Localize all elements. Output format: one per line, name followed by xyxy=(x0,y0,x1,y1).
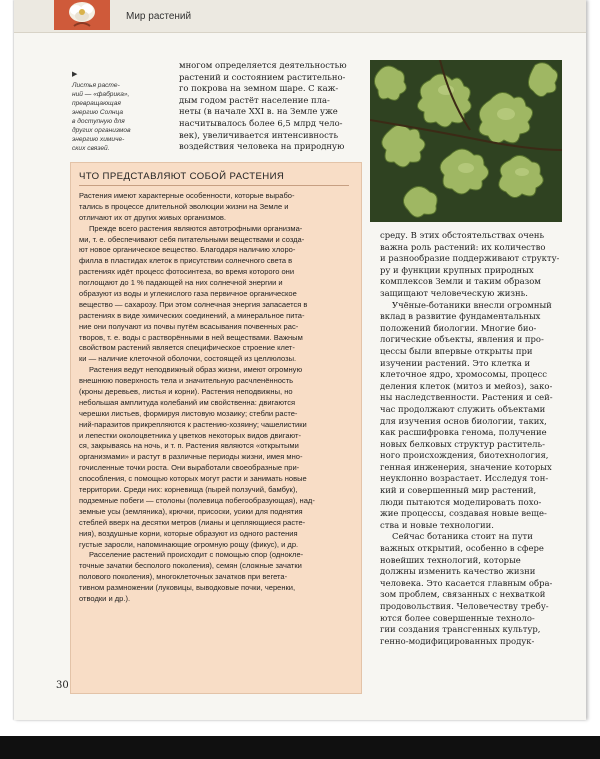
text-line: ний-паразитов прикрепляются к растению-хозяину; чашелистики xyxy=(79,419,307,429)
text-line: кий и совершенный мир растений, xyxy=(380,485,537,496)
info-box xyxy=(70,162,362,694)
text-line: ся, закрываясь на ночь, и т. п. Растения являются «открытыми xyxy=(79,441,299,451)
text-line: ру и функции крупных природных xyxy=(380,264,534,275)
text-line: (кроны деревьев, листья и корни). Растения неподвижны, но xyxy=(79,387,293,397)
text-line: отводки и др.). xyxy=(79,593,131,603)
text-line: среду. В этих обстоятельствах очень xyxy=(380,230,545,240)
text-line: творов, т. е. воды с растворёнными в ней веществами. Важным xyxy=(79,332,303,342)
text-line: тались в процессе длительной эволюции жизни на Земле и xyxy=(79,201,289,211)
text-line: жие процессы, создавая новые веще- xyxy=(380,508,547,519)
book-page xyxy=(14,0,586,720)
caption-line: других организмов xyxy=(72,127,131,134)
text-line: век), увеличивается интенсивность xyxy=(179,129,339,140)
text-line: растениях идёт процесс фотосинтеза, во время которого они xyxy=(79,267,295,277)
text-line: густые заросли, напоминающие огромную рощу (фикус), и др. xyxy=(79,539,299,549)
text-line: внешнюю поверхность тела и значительную расчленённость xyxy=(79,376,294,386)
text-line: Растения ведут неподвижный образ жизни, имеют огромную xyxy=(89,365,303,375)
text-line: го покрова на земном шаре. С каж- xyxy=(179,83,339,94)
text-line: полового поколения), многоклеточных зачатков при вегета- xyxy=(79,572,288,582)
text-line: вещество — сахарозу. При этом солнечная энергия запасается в xyxy=(79,299,308,309)
text-line: гочисленные точки роста. Они выработали своеобразные при- xyxy=(79,463,300,473)
text-line: комплексов Земли и таким образом xyxy=(380,276,541,287)
text-line: филла в пластидах клеток в присутствии солнечного света в xyxy=(79,256,293,266)
text-line: организмами» и растут в различные периоды жизни, имея мно- xyxy=(79,452,303,462)
text-line: Прежде всего растения являются автотрофными организма- xyxy=(89,223,303,233)
text-line: территории. Среди них: корневища (пырей ползучий, бамбук), xyxy=(79,485,298,495)
text-line: генная инженерия, значение которых xyxy=(380,461,552,472)
text-line: воздействия человека на природную xyxy=(179,141,345,152)
header-title: Мир растений xyxy=(126,11,192,22)
text-line: важна роль растений: их количество xyxy=(380,241,546,252)
text-line: подземные побеги — столоны (полевица побегообразующая), над- xyxy=(79,495,315,505)
text-line: важных открытий, особенно в сфере xyxy=(380,543,544,554)
text-line: продовольствия. Человечеству требу- xyxy=(380,601,549,611)
text-line: деления клеток (митоз и мейоз), зако- xyxy=(380,380,553,391)
oak-leaves-photo xyxy=(370,60,562,222)
text-line: дым годом растёт население пла- xyxy=(179,94,330,105)
caption-line: ний — «фабрика», xyxy=(72,91,130,98)
text-line: Сейчас ботаника стоит на пути xyxy=(392,531,533,542)
text-line: ства и новые технологии. xyxy=(380,519,494,530)
text-line: для изучения основ биологии, таких, xyxy=(380,415,547,426)
text-line: час продолжают служить объектами xyxy=(380,403,546,414)
text-line: Растения имеют характерные особенности, которые вырабо- xyxy=(79,191,295,200)
body-text-top xyxy=(179,60,364,153)
info-box-heading: ЧТО ПРЕДСТАВЛЯЮТ СОБОЙ РАСТЕНИЯ xyxy=(79,171,349,186)
text-line: ны наследственности. Растения и сей- xyxy=(380,392,553,403)
text-line: отличают их от других живых организмов. xyxy=(79,212,226,222)
text-line: зом проблем, связанных с нехваткой xyxy=(380,589,546,600)
text-line: ки — наличие клеточной оболочки, состоящей из целлюлозы. xyxy=(79,354,297,364)
text-line: человека. Это касается главным обра- xyxy=(380,577,553,588)
page-header xyxy=(14,0,586,33)
text-line: клеточное ядро, хромосомы, процесс xyxy=(380,369,547,380)
caption-line: энергию Солнца xyxy=(72,109,124,116)
text-line: ного происхождения, биотехнология, xyxy=(380,450,549,461)
text-line: ния), воздушные корни, которые образуют из одного растения xyxy=(79,528,298,538)
text-line: Расселение растений происходит с помощью спор (одноклe- xyxy=(89,550,304,560)
text-line: как расшифровка генома, получение xyxy=(380,427,547,438)
text-line: вклад в развитие фундаментальных xyxy=(380,311,541,322)
text-line: земные усы (земляника), крючки, присоски, усики для поднятия xyxy=(79,506,303,516)
text-line: новых белковых структур раститель- xyxy=(380,438,545,449)
text-line: защищают человеческую жизнь. xyxy=(380,287,528,298)
oak-leaves-image xyxy=(370,60,562,222)
caption-line: ских связей. xyxy=(72,145,110,152)
page-number: 30 xyxy=(56,680,69,691)
text-line: многом определяется деятельностью xyxy=(179,60,347,70)
scan-background xyxy=(0,736,600,759)
text-line: и разнообразие поддерживают структу- xyxy=(380,253,560,264)
caption-line: Листья расте- xyxy=(72,82,120,89)
text-line: ют новое органическое вещество. Благодаря наличию хлоро- xyxy=(79,245,296,255)
caption-line: энергию химиче- xyxy=(72,136,125,143)
text-line: и лепестки околоцветника у цветков некоторых видов двигают- xyxy=(79,430,301,440)
text-line: насчитывалось более 6,5 млрд чело- xyxy=(179,117,343,128)
side-caption xyxy=(72,70,164,153)
caption-line: в доступную для xyxy=(72,118,125,125)
text-line: ние они получают из почвы путём всасывания почвенных рас- xyxy=(79,321,299,331)
triangle-icon: ▶ xyxy=(72,71,78,78)
text-line: гии создания трансгенных культур, xyxy=(380,624,541,635)
text-line: логические объекты, явления и про- xyxy=(380,334,544,345)
text-line: растениях в виде химических соединений, а минеральное пита- xyxy=(79,310,305,320)
text-line: Учёные-ботаники внесли огромный xyxy=(392,299,552,310)
text-line: неты (в начале XXI в. на Земле уже xyxy=(179,106,338,117)
text-line: ми, т. е. обеспечивают себя питательными веществами и созда- xyxy=(79,234,305,244)
text-line: должны изменить качество жизни xyxy=(380,566,536,577)
text-line: стеблей вверх на десятки метров (лианы и цепляющиеся расте- xyxy=(79,517,306,527)
text-line: изучении растений. Это клетка и xyxy=(380,357,531,368)
section-logo xyxy=(54,0,110,30)
flower-icon xyxy=(54,0,110,30)
text-line: положений биологии. Многие био- xyxy=(380,322,537,333)
text-line: поглощают до 1 % падающей на них солнечной энергии и xyxy=(79,278,283,288)
text-line: небольшая амплитуда колебаний им свойственна: двигаются xyxy=(79,397,296,407)
text-line: черешки листьев, формируя листовую мозаику; стебли расте- xyxy=(79,408,298,418)
text-line: люди пытаются моделировать похо- xyxy=(380,496,542,507)
text-line: способления, с помощью которых могут расти и занимать новые xyxy=(79,474,307,484)
text-line: тивном размножении (луковицы, выводковые почки, черенки, xyxy=(79,583,296,593)
info-box-text xyxy=(79,191,353,605)
text-line: точные зачатки бесполого поколения), семян (сложные зачатки xyxy=(79,561,302,571)
caption-line: превращающая xyxy=(72,100,121,107)
text-line: генно-модифицированных продук- xyxy=(380,635,535,646)
text-line: новейших технологий, которые xyxy=(380,554,521,565)
body-text-right xyxy=(380,230,568,647)
text-line: ются более совершенные техноло- xyxy=(380,612,535,623)
text-line: образуют из воды и углекислого газа первичное органическое xyxy=(79,289,297,299)
text-line: свойством растений является специфическое строение клет- xyxy=(79,343,295,353)
text-line: неуклонно возрастает. Исследуя тон- xyxy=(380,473,549,484)
text-line: растений и состоянием растительно- xyxy=(179,71,346,82)
text-line: цессы были впервые открыты при xyxy=(380,345,533,356)
